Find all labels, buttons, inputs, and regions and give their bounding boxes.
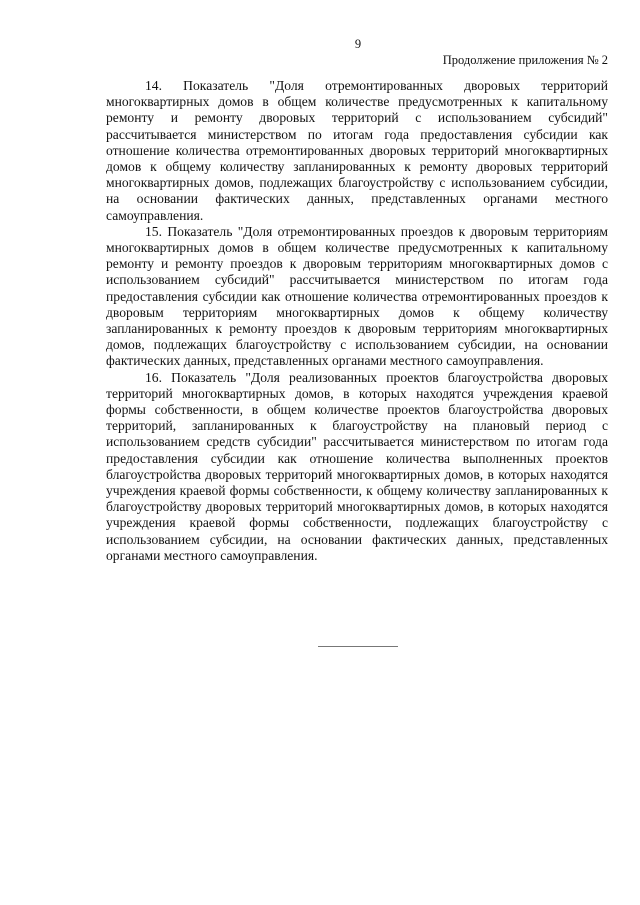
document-body [106,78,608,564]
paragraph-15: 15. Показатель "Доля отремонтированных проездов к дворовым территориям многоквартирных домов в общем количестве предусмотренных к капитальному ремонту и ремонту проездов к дворовым территориям многоквартирных домов с использованием субсидий" рассчитывается министерством по итогам года предоставления субсидии как отношение количества отремонтированных проездов к дворовым территориям многоквартирных домов к общему количеству запланированных к ремонту проездов к дворовым территориям многоквартирных домов, подлежащих благоустройству с использованием субсидии, на основании фактических данных, представленных органами местного самоуправления. [106,223,608,369]
paragraph-16: 16. Показатель "Доля реализованных проектов благоустройства дворовых территорий многоквартирных домов, в которых находятся учреждения краевой формы собственности, в общем количестве проектов благоустройства дворовых территорий, запланированных к благоустройству на плановый период с использованием средств субсидии" рассчитывается министерством по итогам года предоставления субсидии как отношение количества выполненных проектов благоустройства дворовых территорий многоквартирных домов, в которых находятся учреждения краевой формы собственности, к общему количеству запланированных к благоустройству дворовых территорий многоквартирных домов, в которых находятся учреждения краевой формы собственности, подлежащих благоустройству с использованием субсидии, на основании фактических данных, представленных органами местного самоуправления. [106,369,608,563]
appendix-continuation-label: Продолжение приложения № 2 [442,53,608,67]
paragraph-14: 14. Показатель "Доля отремонтированных дворовых территорий многоквартирных домов в общем количестве предусмотренных к капитальному ремонту и ремонту дворовых территорий с использованием субсидий" рассчитывается министерством по итогам года предоставления субсидии как отношение количества отремонтированных дворовых территорий многоквартирных домов к общему количеству запланированных к ремонту дворовых территорий многоквартирных домов, подлежащих благоустройству с использованием субсидии, на основании фактических данных, представленных органами местного самоуправления. [106,78,608,223]
end-separator-line [318,646,398,647]
page-number: 9 [354,37,362,51]
